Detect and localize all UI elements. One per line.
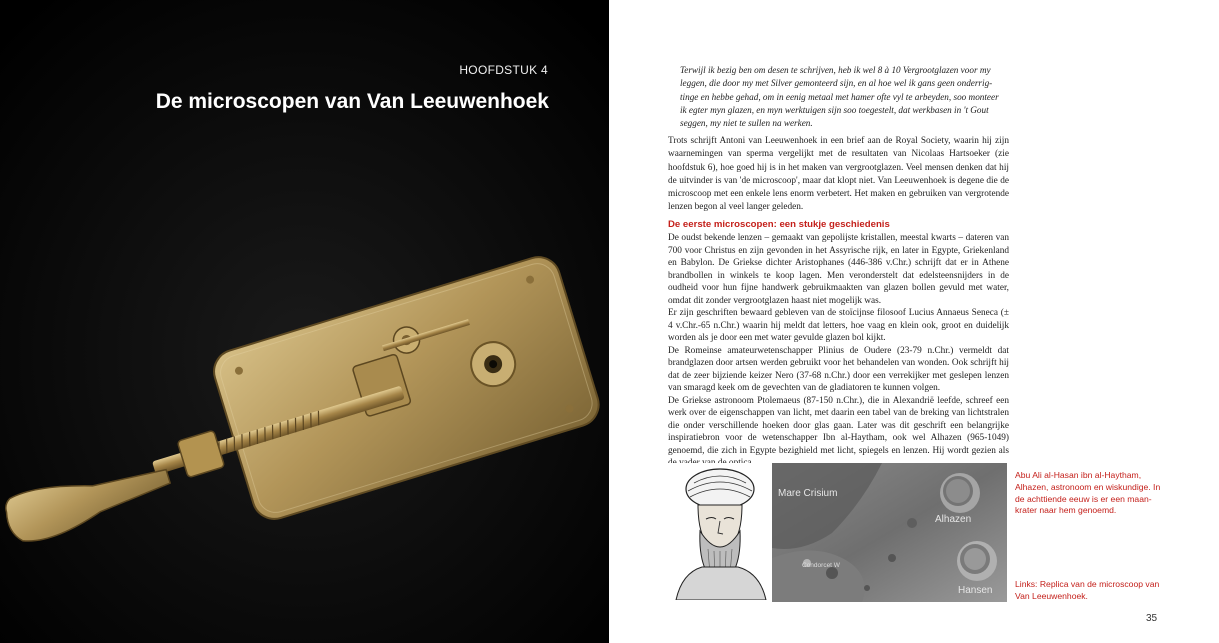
chapter-title: De microscopen van Van Leeuwenhoek — [155, 90, 549, 113]
body-text — [668, 232, 1009, 470]
chapter-label: HOOFDSTUK 4 — [459, 63, 548, 77]
opening-quote — [680, 64, 1002, 130]
label-alhazen: Alhazen — [935, 514, 972, 525]
quote-line: ik egter myn glazen, en myn werktuigen sijn soo toegestelt, dat werkbasen in 't Gout — [680, 104, 989, 115]
quote-line: leggen, die door my met Silver gemonteerd sijn, en al hoe wel ik gans geen onderrig- — [680, 78, 993, 89]
section-heading: De eerste microscopen: een stukje geschiedenis — [668, 219, 890, 230]
moon-crater-photo — [772, 463, 1007, 602]
left-page — [0, 0, 609, 643]
label-mare-crisium: Mare Crisium — [778, 488, 838, 499]
label-condorcet: Condorcet W — [802, 562, 840, 569]
body-paragraph: De Romeinse amateurwetenschapper Plinius de Oudere (23-79 n.Chr.) vermeldt dat brandglazen door artsen werden gebruikt voor het behandelen van wonden. Ook schrijft hij dat de zeer bijziende keizer Nero (37-68 n.Chr.) door een verrekijker met geslepen lenzen van smaragd keek om de gevechten van de gladiatoren te kunnen volgen. — [668, 345, 1009, 393]
intro-paragraph: Trots schrijft Antoni van Leeuwenhoek in een brief aan de Royal Society, waarin hij zijn waarnemingen van sperma vergelijkt met de resultaten van Nicolaas Hartsoeker (zie hoofdstuk 6), hoe goed hij is in het maken van vergrootglazen. Veel mensen denken dat hij de uitvinder is van 'de microscoop', maar dat klopt niet. Van Leeuwenhoek is degene die de microscoop met een enkele lens enorm verbetert. Het maken en gebruiken van vergrotende lenzen begon al veel langer geleden. — [668, 136, 1009, 213]
moon-surface — [772, 463, 1007, 602]
body-paragraph: De Griekse astronoom Ptolemaeus (87-150 n.Chr.), die in Alexandrië leefde, schreef een werk over de eigenschappen van licht, met daarin een tabel van de breking van lichtstralen die onder verschillende hoeken door glas gaan. Later was dit geschrift een belangrijke inspiratiebron voor de wetenschapper Ibn al-Haytham, ook wel Alhazen (965-1049) genoemd, die zich in Egypte bezighield met licht, spiegels en lenzen. Hij wordt gezien als — [668, 395, 1009, 456]
quote-line: Terwijl ik bezig ben om desen te schrijven, heb ik wel 8 à 10 Vergrootglazen voor my — [680, 65, 991, 75]
alhazen-portrait — [668, 463, 771, 600]
quote-line: seggen, my niet te sullen na werken. — [680, 118, 813, 129]
right-page — [609, 0, 1219, 643]
quote-line: tinge en hebbe gehad, om in eenig metaal met hamer ofte vyl te arbeyden, soo monteer — [680, 91, 999, 102]
page-number: 35 — [1146, 613, 1158, 624]
caption-microscope: Links: Replica van de microscoop van Van Leeuwenhoek. — [1015, 579, 1160, 601]
body-paragraph: Er zijn geschriften bewaard gebleven van de stoïcijnse filosoof Lucius Annaeus Seneca (± 4 v.Chr.-65 n.Chr.) waarin hij meldt dat letters, hoe vaag en klein ook, groot en duidelijk worden als je door een met water gevulde glazen bol kijkt. — [668, 308, 1009, 343]
label-hansen: Hansen — [958, 585, 993, 596]
body-paragraph: De oudst bekende lenzen – gemaakt van gepolijste kristallen, meestal kwarts – dateren van 700 voor Christus en zijn gevonden in het Assyrische rijk, en later in Egypte, Griekenland en Babylon. De Griekse dichter Aristophanes (446-386 v.Chr.) schrijft dat er in Athene brandbollen in winkels te koop lagen. Men veronderstelt dat edelsteensnijders in de oudheid voor hun fijne handwerk gebruikmaakten van glazen bollen gevuld met water, omdat dit zonder vergrootglazen haast niet mogelijk was. — [668, 233, 1009, 306]
caption-alhazen: Abu Ali al-Hasan ibn al-Haytham, Alhazen, astronoom en wiskundige. In de achttiende eeuw is er een maan-krater naar hem genoemd. — [1015, 470, 1161, 516]
